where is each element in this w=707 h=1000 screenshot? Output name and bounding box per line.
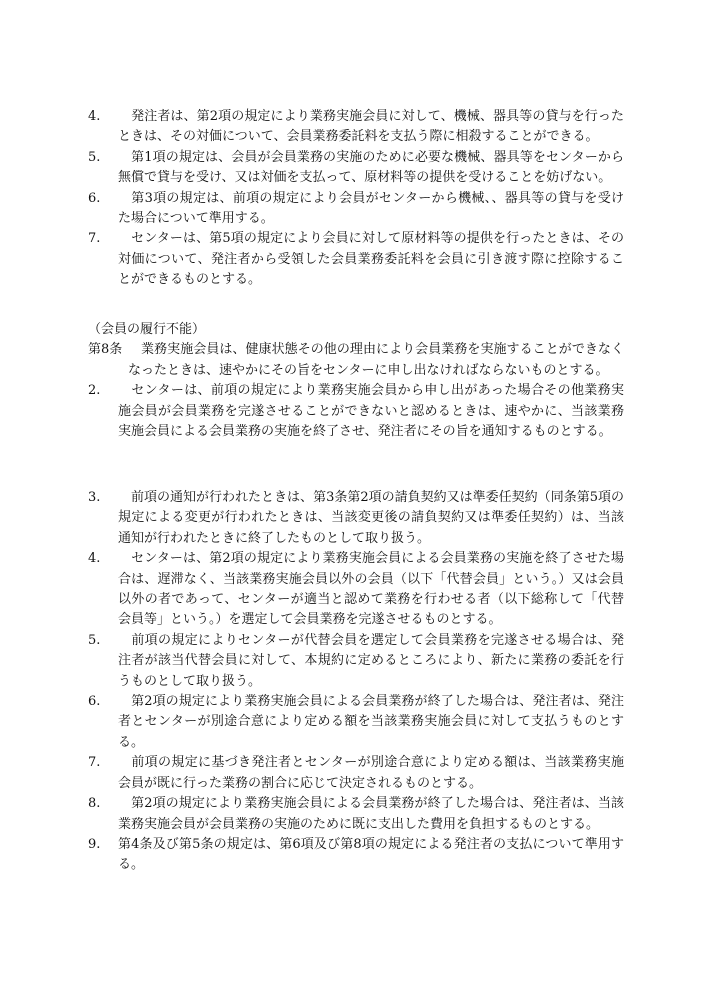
clause-block-lower — [88, 488, 624, 876]
clause-number: 7. — [88, 231, 101, 247]
clause-item — [88, 189, 624, 230]
clause-text: センターは、前項の規定により業務実施会員から申し出があった場合その他業務実施会員が会員業務を完遂させることができないと認めるときは、速やかに、当該業務実施会員による会員業務の実施を終了させ、発注者にその旨を通知するものとする。 — [118, 383, 624, 440]
clause-number: 2. — [88, 383, 101, 399]
clause-text: 前項の規定によりセンターが代替会員を選定して会員業務を完遂させる場合は、発注者が該当代替会員に対して、本規約に定めるところにより、新たに業務の委託を行うものとして取り扱う。 — [118, 632, 624, 689]
clause-number: 4. — [88, 109, 101, 124]
clause-text: 第3項の規定は、前項の規定により会員がセンターから機械、、器具等の貸与を受けた場合について準用する。 — [118, 190, 624, 227]
clause-text: 前項の規定に基づき発注者とセンターが別途合意により定める額は、当該業務実施会員が既に行った業務の割合に応じて決定されるものとする。 — [118, 755, 624, 791]
clause-text: 前項の通知が行われたときは、第3条第2項の請負契約又は準委任契約（同条第5項の規定による変更が行われたときは、当該変更後の請負契約又は準委任契約）は、当該通知が行われたときに終了したものとして取り扱う。 — [118, 490, 624, 546]
clause-number: 6. — [88, 190, 101, 206]
clause-number: 7. — [88, 755, 101, 771]
clause-text: センターは、第2項の規定により業務実施会員による会員業務の実施を終了させた場合は、遅滞なく、当該業務実施会員以外の会員（以下「代替会員」という。）又は会員以外の者であって、センターが適当と認めて業務を行わせる者（以下総称して「代替会員等」という。）を選定して会員業務を完遂させるものとする。 — [118, 551, 624, 628]
article-main — [88, 340, 624, 381]
clause-item — [88, 148, 624, 189]
clause-block-upper — [88, 107, 624, 291]
clause-number: 8. — [88, 796, 101, 812]
clause-text: 第4条及び第5条の規定は、第6項及び第8項の規定による発注者の支払について準用する。 — [118, 836, 624, 873]
clause-number: 5. — [88, 149, 101, 165]
clause-number: 4. — [88, 551, 101, 567]
clause-item — [88, 549, 624, 631]
clause-item — [88, 107, 624, 148]
clause-item — [88, 692, 624, 753]
clause-item — [88, 835, 624, 876]
clause-number: 9. — [88, 836, 101, 852]
article-number: 第8条 — [88, 342, 123, 358]
clause-item — [88, 229, 624, 290]
clause-item — [88, 753, 624, 794]
clause-block-article8 — [88, 320, 624, 442]
clause-text: 第1項の規定は、会員が会員業務の実施のために必要な機械、器具等をセンターから無償で貸与を受け、又は対価を支払って、原材料等の提供を受けることを妨げない。 — [118, 149, 624, 186]
clause-item — [88, 631, 624, 692]
article-heading: （会員の履行不能） — [88, 322, 206, 337]
clause-item — [88, 794, 624, 835]
clause-text: センターは、第5項の規定により会員に対して原材料等の提供を行ったときは、その対価について、発注者から受領した会員業務委託料を会員に引き渡す際に控除することができるものとする。 — [118, 231, 624, 288]
clause-text: 発注者は、第2項の規定により業務実施会員に対して、機械、器具等の貸与を行ったときは、その対価について、会員業務委託料を支払う際に相殺することができる。 — [118, 109, 624, 145]
clause-text: 第2項の規定により業務実施会員による会員業務が終了した場合は、発注者は、発注者とセンターが別途合意により定める額を当該業務実施会員に対して支払うものとする。 — [118, 694, 624, 750]
clause-text: 第2項の規定により業務実施会員による会員業務が終了した場合は、発注者は、当該業務実施会員が会員業務の実施のために既に支出した費用を負担するものとする。 — [118, 796, 624, 832]
clause-item — [88, 381, 624, 442]
clause-number: 5. — [88, 632, 101, 648]
article-text: 業務実施会員は、健康状態その他の理由により会員業務を実施することができなくなったときは、速やかにその旨をセンターに申し出なければならないものとする。 — [128, 342, 624, 378]
clause-number: 3. — [88, 490, 101, 505]
clause-item — [88, 488, 624, 549]
clause-number: 6. — [88, 694, 101, 710]
